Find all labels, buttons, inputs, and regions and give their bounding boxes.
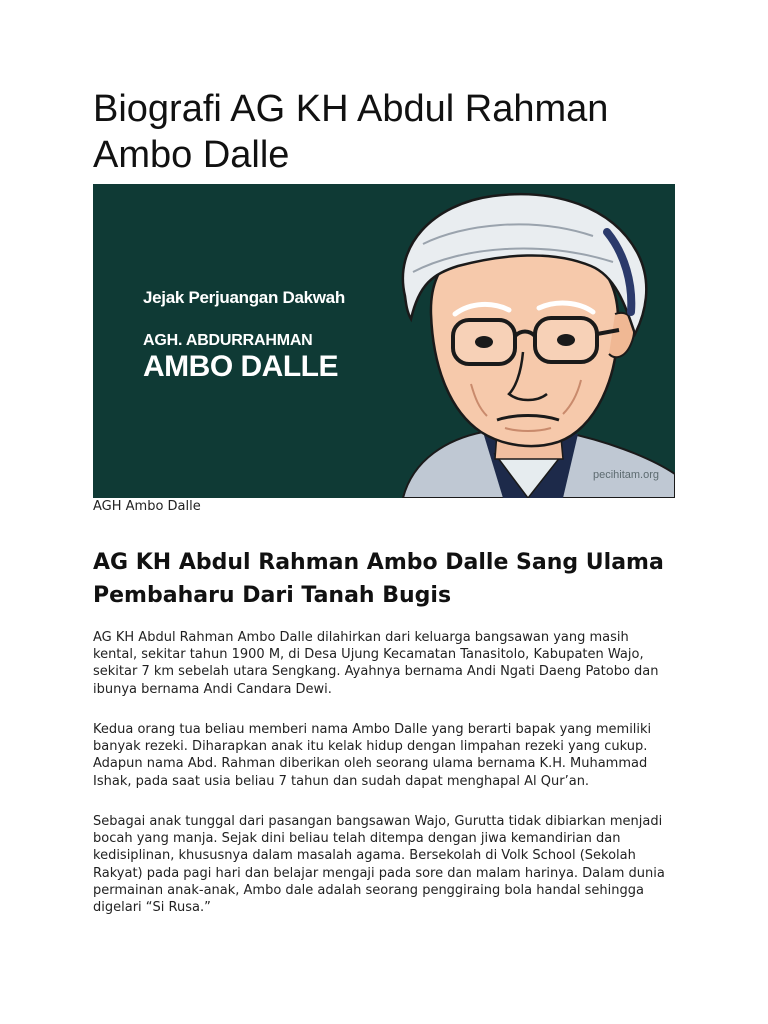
portrait-illustration xyxy=(363,184,675,498)
paragraph: Kedua orang tua beliau memberi nama Ambo Dalle yang berarti bapak yang memiliki banyak rezeki. Diharapkan anak itu kelak hidup dengan limpahan rezeki yang cukup. Adapun nama Abd. Rahman diberikan oleh seorang ulama bernama K.H. Muhammad Ishak, pada saat usia beliau 7 tahun dan sudah dapat menghapal Al Qur’an. xyxy=(93,722,652,789)
section-heading: AG KH Abdul Rahman Ambo Dalle Sang Ulama Pembaharu Dari Tanah Bugis xyxy=(93,550,664,608)
banner-name: AMBO DALLE xyxy=(143,350,338,383)
banner-image xyxy=(93,184,675,498)
paragraph: Sebagai anak tunggal dari pasangan bangsawan Wajo, Gurutta tidak dibiarkan menjadi bocah yang manja. Sejak dini beliau telah ditempa dengan jiwa kemandirian dan kedisiplinan, khususnya dalam masalah agama. Bersekolah di Volk School (Sekolah Rakyat) pada pagi hari dan belajar mengaji pada sore dan malam harinya. Dalam dunia permainan anak-anak, Ambo dale adalah seorang penggiraing bola handal sehingga digelari “Si Rusa.” xyxy=(93,814,665,916)
banner-tagline: Jejak Perjuangan Dakwah xyxy=(143,288,345,307)
banner-name-prefix: AGH. ABDURRAHMAN xyxy=(143,332,313,349)
image-caption: AGH Ambo Dalle xyxy=(93,499,201,514)
banner-watermark: pecihitam.org xyxy=(592,469,659,481)
page-title: Biografi AG KH Abdul Rahman Ambo Dalle xyxy=(93,88,609,176)
paragraph: AG KH Abdul Rahman Ambo Dalle dilahirkan dari keluarga bangsawan yang masih kental, sekitar tahun 1900 M, di Desa Ujung Kecamatan Tanasitolo, Kabupaten Wajo, sekitar 7 km sebelah utara Sengkang. Ayahnya bernama Andi Ngati Daeng Patobo dan ibunya bernama Andi Candara Dewi. xyxy=(93,630,659,697)
